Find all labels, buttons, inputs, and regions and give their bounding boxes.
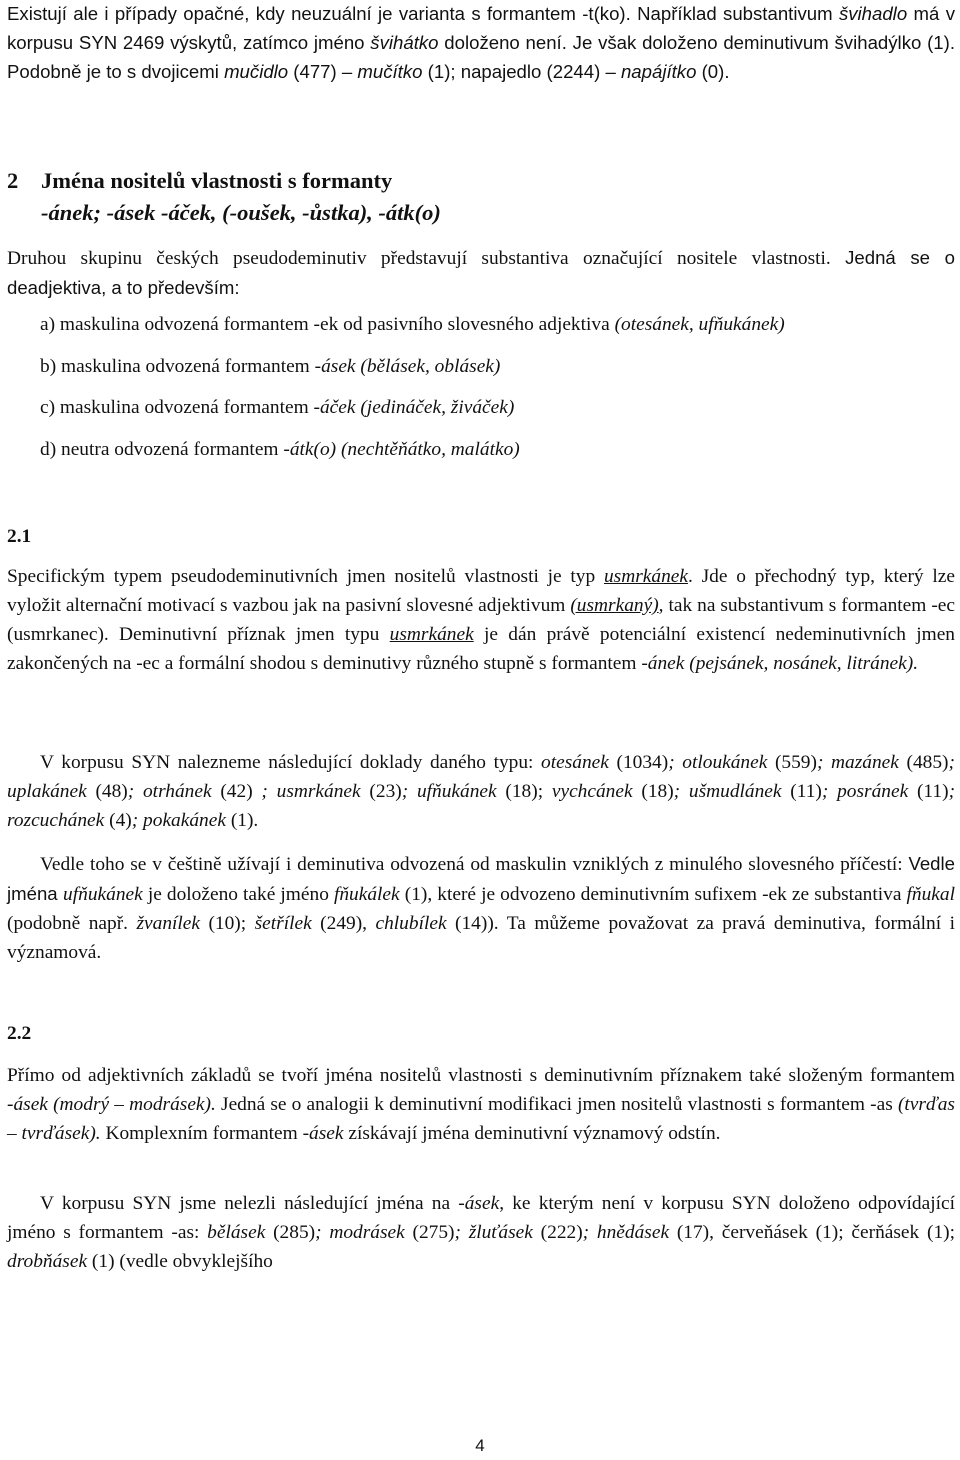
italic-term: švihadlo bbox=[838, 3, 908, 24]
derivation-list bbox=[40, 311, 920, 477]
list-item: b) maskulina odvozená formantem -ásek (bělásek, oblásek) bbox=[40, 355, 501, 377]
italic-term: mučidlo bbox=[224, 60, 289, 82]
subsection-number-2-2: 2.2 bbox=[7, 1023, 32, 1044]
paragraph-asek-formant: Přímo od adjektivních základů se tvoří jména nositelů vlastnosti s deminutivním příznakem také složeným formantem -ásek (modrý – modrásek). Jedná se o analogii k deminutivní modifikaci jmen nositelů vlastnosti s formantem -as (tvrďas – tvrďásek). Komplexním formantem -ásek získávají jména deminutivní významový odstín. bbox=[7, 1065, 955, 1144]
list-item: a) maskulina odvozená formantem -ek od pasivního slovesného adjektiva (otesánek, ufňukánek) bbox=[40, 314, 785, 335]
section-title: Jména nositelů vlastnosti s formanty bbox=[41, 168, 393, 193]
paragraph-corpus-examples: V korpusu SYN nalezneme následující doklady daného typu: otesánek (1034); otloukánek (559); mazánek (485); uplakánek (48); otrhánek (42) ; usmrkánek (23); ufňukánek (18); vychcánek (18); ušmudlánek (11); posránek (11); rozcuchánek (4); pokakánek (1). bbox=[7, 752, 956, 831]
text-run: (1); napajedlo (2244) – bbox=[422, 60, 621, 82]
section-number: 2 bbox=[7, 168, 19, 193]
text-run: má v korpusu SYN 2469 výskytů, zatímco jméno bbox=[7, 3, 955, 53]
list-item: c) maskulina odvozená formantem -áček (jedináček, živáček) bbox=[40, 397, 515, 418]
text-run: Druhou skupinu českých pseudodeminutiv představují substantiva označující nositele vlastnosti. bbox=[7, 248, 846, 269]
list-item: d) neutra odvozená formantem -átk(o) (nechtěňátko, malátko) bbox=[40, 438, 520, 460]
paragraph-intro bbox=[7, 0, 955, 87]
paragraph-group-intro bbox=[7, 244, 955, 304]
paragraph-asek-corpus: V korpusu SYN jsme nelezli následující jména na -ásek, ke kterým není v korpusu SYN doloženo odpovídající jméno s formantem -as: bělásek (285); modrásek (275); žluťásek (222); hnědásek (17), červeňásek (1); čerňásek (1); drobňásek (1) (vedle obvyklejšího bbox=[7, 1193, 956, 1272]
section-heading bbox=[7, 165, 907, 229]
subsection-number-2-1: 2.1 bbox=[7, 526, 32, 547]
page-number: 4 bbox=[475, 1436, 485, 1455]
text-run: Jedná se o deadjektiva, a to především: bbox=[7, 247, 955, 298]
text-run: Existují ale i případy opačné, kdy neuzuální je varianta s formantem -t(ko). Například substantivum bbox=[7, 3, 839, 24]
text-run: (0). bbox=[696, 60, 730, 82]
italic-term: mučítko bbox=[357, 60, 423, 82]
italic-term: napájítko bbox=[620, 60, 697, 82]
paragraph-participle-deminutives: Vedle toho se v češtině užívají i deminutiva odvozená od maskulin vzniklých z minulého slovesného příčestí: Vedle jména ufňukánek je doloženo také jméno fňukálek (1), které je odvozeno deminutivním sufixem -ek ze substantiva fňukal (podobně např. žvanílek (10); šetřílek (249), chlubílek (14)). Ta můžeme považovat za pravá deminutiva, formální i významová. bbox=[7, 853, 955, 963]
text-run: (477) – bbox=[288, 60, 358, 82]
italic-term: švihátko bbox=[370, 31, 439, 53]
paragraph-usmrkanek-type: Specifickým typem pseudodeminutivních jmen nositelů vlastnosti je typ usmrkánek. Jde o přechodný typ, který lze vyložit alternační motivací s vazbou jak na pasivní slovesné adjektivum (usmrkaný), tak na substantivum s formantem -ec (usmrkanec). Deminutivní příznak jmen typu usmrkánek je dán právě potenciální existencí nedeminutivních jmen zakončených na -ec a formální shodou s deminutivy různého stupně s formantem -ánek (pejsánek, nosánek, litránek). bbox=[7, 566, 956, 674]
text-run: doloženo není. Je však doloženo deminutivum švihadýlko (1). Podobně je to s dvojicemi bbox=[7, 31, 955, 82]
section-subtitle: -ánek; -ásek -áček, (-oušek, -ůstka), -átk(o) bbox=[41, 200, 441, 225]
